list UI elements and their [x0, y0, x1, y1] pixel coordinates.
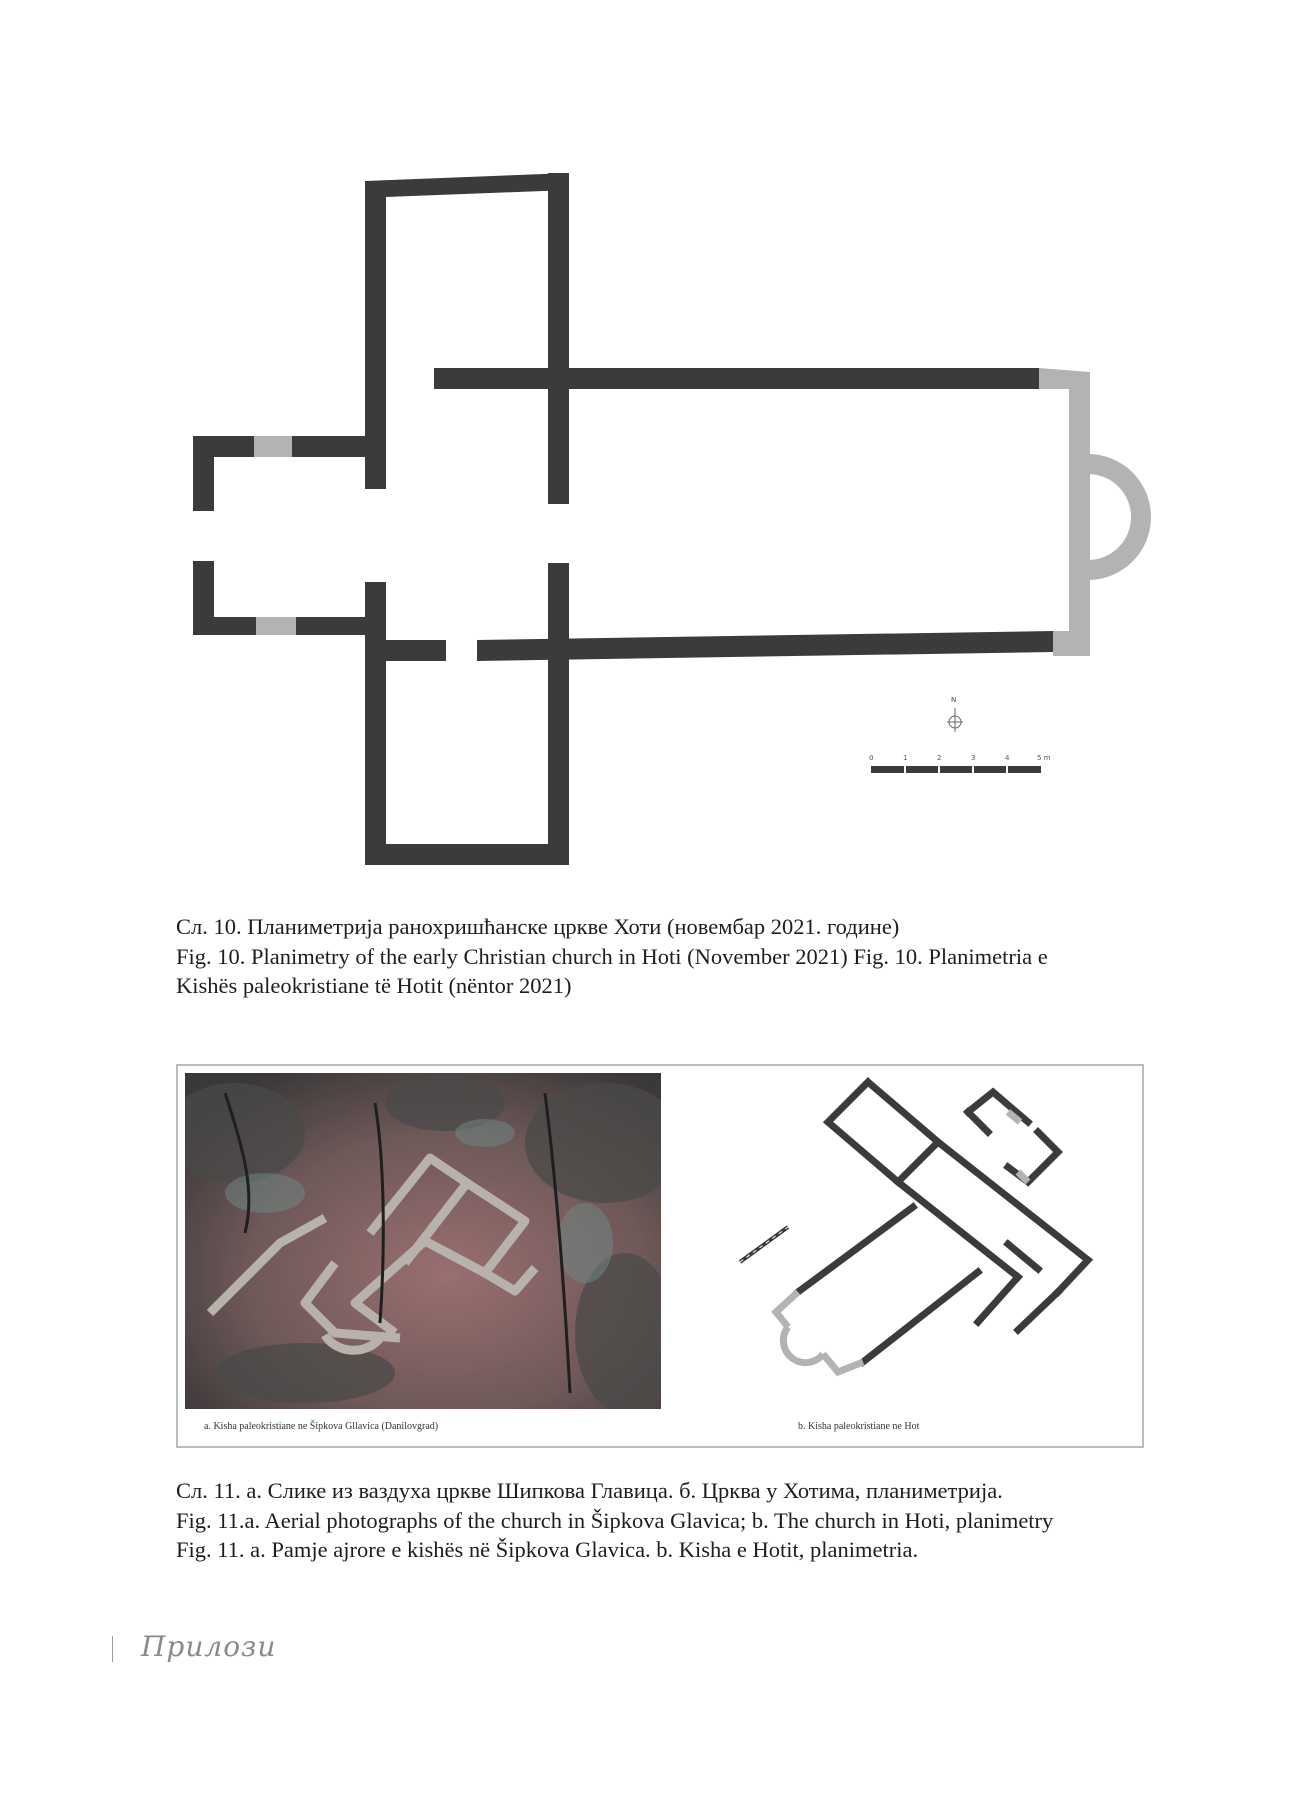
running-footer: [112, 1630, 276, 1663]
figure-11a-label: a. Kisha paleokristiane ne Šipkova Gllavica (Danilovgrad): [204, 1421, 439, 1432]
caption-line: Сл. 10. Планиметрија ранохришћанске цркве Хоти (новембар 2021. године): [176, 914, 900, 939]
scale-tick-5: 5 m: [1037, 754, 1051, 762]
figure-11b-label: b. Kisha paleokristiane ne Hot: [798, 1421, 920, 1432]
scale-tick-2: 2: [937, 754, 942, 762]
north-arrow-icon: [947, 696, 963, 732]
figure-10-caption: [176, 912, 1156, 1001]
scale-tick-0: 0: [869, 754, 874, 762]
caption-line: Fig. 10. Planimetry of the early Christian church in Hoti (November 2021) Fig. 10. Planimetria e: [176, 943, 1048, 969]
caption-line: Сл. 11. а. Слике из ваздуха цркве Шипкова Главица. б. Црква у Хотима, планиметрија.: [176, 1478, 1003, 1503]
caption-line: Fig. 11.a. Aerial photographs of the church in Šipkova Glavica; b. The church in Hoti, planimetry: [176, 1507, 1054, 1533]
aerial-photo: [185, 1073, 661, 1409]
running-head: Прилози: [141, 1630, 277, 1663]
caption-line: Fig. 11. a. Pamje ajrore e kishës në Šipkova Glavica. b. Kisha e Hotit, planimetria.: [176, 1537, 919, 1562]
figure-11-panel: [176, 1064, 1144, 1448]
north-label: N: [951, 696, 957, 704]
figure-10-planimetry: [185, 168, 1165, 888]
caption-line: Kishës paleokristiane të Hotit (nëntor 2021): [176, 973, 572, 998]
figure-11b-planimetry: [738, 1072, 1138, 1412]
figure-11-caption: [176, 1476, 1156, 1565]
scale-tick-4: 4: [1005, 754, 1010, 762]
scale-tick-1: 1: [903, 754, 908, 762]
footer-divider: [112, 1636, 113, 1662]
scale-tick-3: 3: [971, 754, 976, 762]
